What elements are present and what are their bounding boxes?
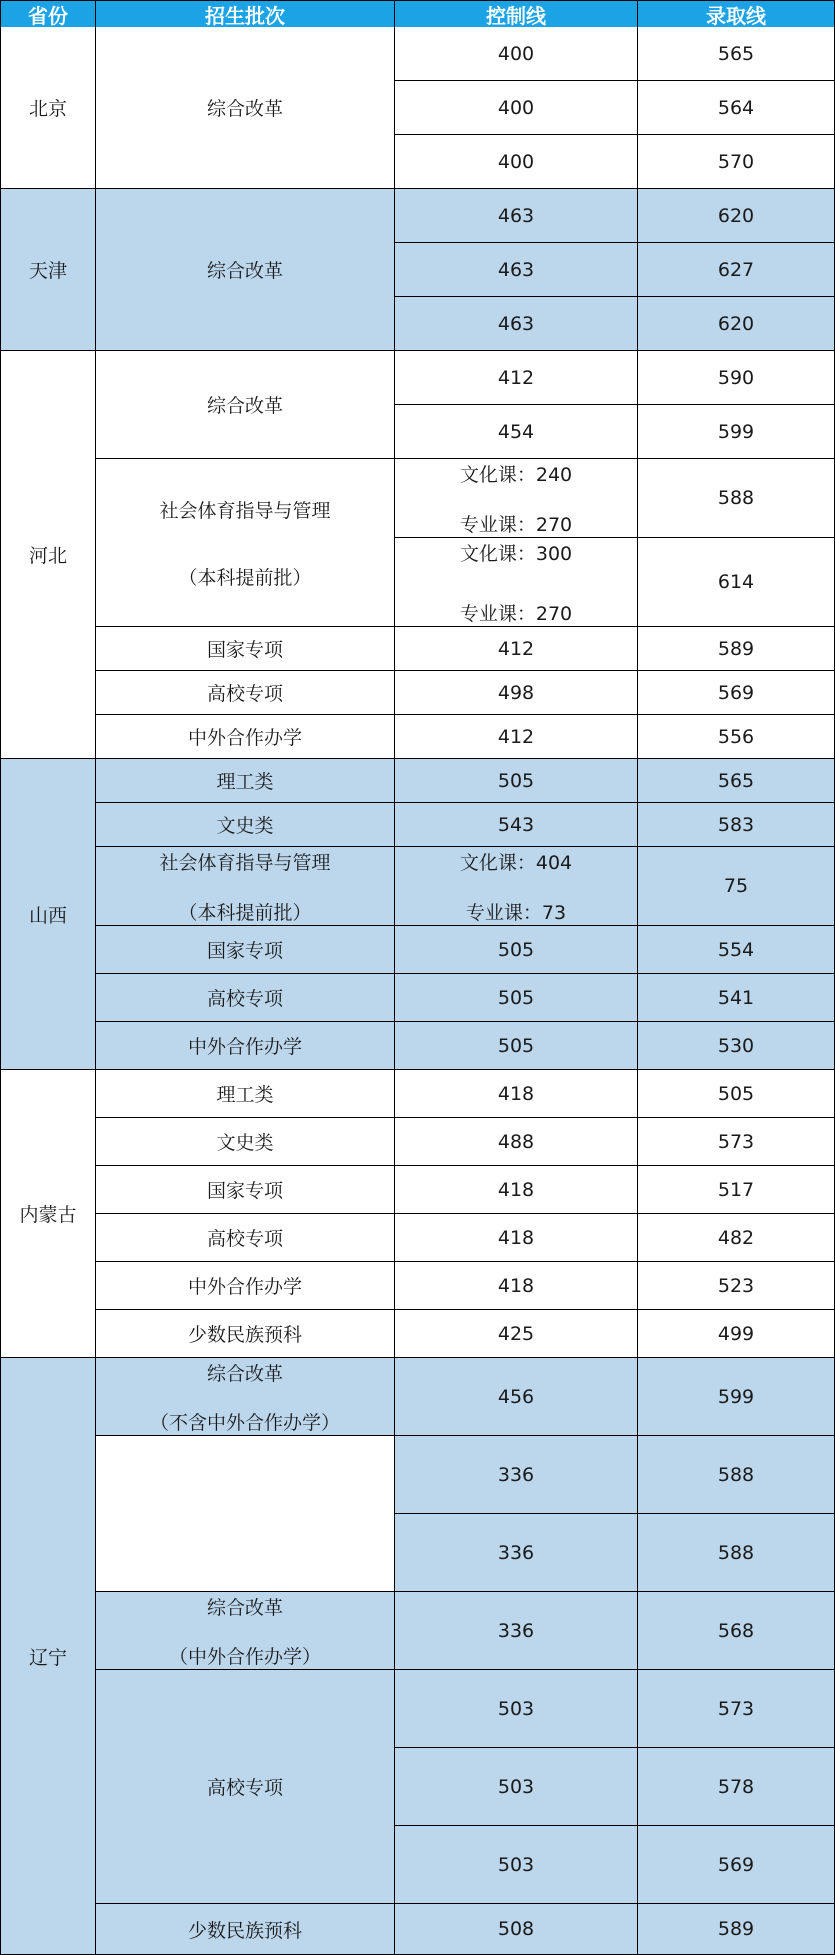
control-score-cell: 412 xyxy=(395,351,638,405)
control-score-cell: 508 xyxy=(395,1904,638,1955)
batch-cell: 国家专项 xyxy=(96,1166,395,1214)
batch-cell xyxy=(96,1358,395,1436)
admission-score-cell: 583 xyxy=(638,803,835,847)
batch-cell-line: 综合改革 xyxy=(206,1362,283,1385)
admission-score-cell: 588 xyxy=(638,459,835,538)
control-score-cell: 505 xyxy=(395,926,638,974)
control-score-cell: 454 xyxy=(395,405,638,459)
province-cell: 河北 xyxy=(0,351,96,759)
control-score-cell: 425 xyxy=(395,1310,638,1358)
province-cell: 山西 xyxy=(0,759,96,1070)
control-score-cell: 503 xyxy=(395,1670,638,1748)
admission-score-cell: 599 xyxy=(638,1358,835,1436)
admission-score-cell: 569 xyxy=(638,1826,835,1904)
batch-cell: 中外合作办学 xyxy=(96,1022,395,1070)
control-score-cell-line: 文化课：240 xyxy=(459,463,573,486)
province-cell: 北京 xyxy=(0,27,96,189)
column-header: 招生批次 xyxy=(96,0,395,28)
admission-score-cell: 620 xyxy=(638,189,835,243)
batch-cell-line: （本科提前批） xyxy=(178,901,312,924)
control-score-cell: 336 xyxy=(395,1436,638,1514)
control-score-cell: 463 xyxy=(395,297,638,351)
control-score-cell: 412 xyxy=(395,627,638,671)
admission-score-cell: 588 xyxy=(638,1514,835,1592)
control-score-cell: 505 xyxy=(395,759,638,803)
column-header: 控制线 xyxy=(395,0,638,28)
control-score-cell-line: 专业课：270 xyxy=(459,602,573,625)
admission-score-cell: 556 xyxy=(638,715,835,759)
batch-cell: 文史类 xyxy=(96,1118,395,1166)
control-score-cell: 418 xyxy=(395,1166,638,1214)
control-score-cell: 463 xyxy=(395,243,638,297)
admission-score-cell: 589 xyxy=(638,627,835,671)
admission-score-cell: 620 xyxy=(638,297,835,351)
admission-score-cell: 517 xyxy=(638,1166,835,1214)
batch-cell: 国家专项 xyxy=(96,627,395,671)
batch-cell: 国家专项 xyxy=(96,926,395,974)
admission-score-cell: 588 xyxy=(638,1436,835,1514)
control-score-cell: 400 xyxy=(395,81,638,135)
batch-cell-line: （中外合作办学） xyxy=(168,1645,321,1668)
admission-score-cell: 505 xyxy=(638,1070,835,1118)
admission-score-cell: 627 xyxy=(638,243,835,297)
admission-score-cell: 564 xyxy=(638,81,835,135)
batch-cell: 高校专项 xyxy=(96,1670,395,1904)
admission-score-cell: 578 xyxy=(638,1748,835,1826)
batch-cell xyxy=(96,1436,395,1592)
admission-score-cell: 569 xyxy=(638,671,835,715)
batch-cell: 少数民族预科 xyxy=(96,1310,395,1358)
batch-cell: 理工类 xyxy=(96,759,395,803)
admission-score-cell: 482 xyxy=(638,1214,835,1262)
control-score-cell-line: 专业课：73 xyxy=(465,901,567,924)
control-score-cell: 336 xyxy=(395,1592,638,1670)
batch-cell xyxy=(96,459,395,627)
batch-cell-line: （本科提前批） xyxy=(178,566,312,589)
control-score-cell: 456 xyxy=(395,1358,638,1436)
control-score-cell xyxy=(395,538,638,627)
admission-score-cell: 75 xyxy=(638,847,835,926)
control-score-cell: 505 xyxy=(395,1022,638,1070)
admission-score-cell: 499 xyxy=(638,1310,835,1358)
batch-cell: 综合改革 xyxy=(96,27,395,189)
control-score-cell: 418 xyxy=(395,1262,638,1310)
admission-score-cell: 590 xyxy=(638,351,835,405)
batch-cell: 中外合作办学 xyxy=(96,715,395,759)
control-score-cell: 418 xyxy=(395,1070,638,1118)
batch-cell: 综合改革 xyxy=(96,189,395,351)
control-score-cell: 400 xyxy=(395,135,638,189)
control-score-cell-line: 专业课：270 xyxy=(459,513,573,536)
batch-cell: 综合改革 xyxy=(96,351,395,459)
column-header: 录取线 xyxy=(638,0,835,28)
province-cell: 天津 xyxy=(0,189,96,351)
admission-score-cell: 573 xyxy=(638,1118,835,1166)
control-score-cell: 418 xyxy=(395,1214,638,1262)
batch-cell: 高校专项 xyxy=(96,1214,395,1262)
admission-score-cell: 589 xyxy=(638,1904,835,1955)
control-score-cell: 498 xyxy=(395,671,638,715)
admission-score-cell: 523 xyxy=(638,1262,835,1310)
batch-cell-line: （不含中外合作办学） xyxy=(149,1411,340,1434)
control-score-cell: 463 xyxy=(395,189,638,243)
batch-cell: 中外合作办学 xyxy=(96,1262,395,1310)
control-score-cell: 412 xyxy=(395,715,638,759)
batch-cell xyxy=(96,1592,395,1670)
control-score-cell: 400 xyxy=(395,27,638,81)
batch-cell-line: 综合改革 xyxy=(206,1596,283,1619)
batch-cell: 高校专项 xyxy=(96,671,395,715)
control-score-cell xyxy=(395,847,638,926)
control-score-cell: 543 xyxy=(395,803,638,847)
admission-score-cell: 565 xyxy=(638,759,835,803)
batch-cell: 高校专项 xyxy=(96,974,395,1022)
control-score-cell-line: 文化课：404 xyxy=(459,851,573,874)
control-score-cell: 505 xyxy=(395,974,638,1022)
admission-score-cell: 554 xyxy=(638,926,835,974)
column-header: 省份 xyxy=(0,0,96,28)
control-score-cell xyxy=(395,459,638,538)
admission-score-cell: 565 xyxy=(638,27,835,81)
admission-score-cell: 573 xyxy=(638,1670,835,1748)
admission-score-cell: 541 xyxy=(638,974,835,1022)
control-score-cell: 336 xyxy=(395,1514,638,1592)
control-score-cell: 488 xyxy=(395,1118,638,1166)
province-cell: 辽宁 xyxy=(0,1358,96,1955)
control-score-cell-line: 文化课：300 xyxy=(459,542,573,565)
province-cell: 内蒙古 xyxy=(0,1070,96,1358)
batch-cell: 理工类 xyxy=(96,1070,395,1118)
admission-score-cell: 530 xyxy=(638,1022,835,1070)
batch-cell-line: 社会体育指导与管理 xyxy=(159,851,331,874)
batch-cell xyxy=(96,847,395,926)
batch-cell-line: 社会体育指导与管理 xyxy=(159,499,331,522)
control-score-cell: 503 xyxy=(395,1826,638,1904)
control-score-cell: 503 xyxy=(395,1748,638,1826)
batch-cell: 文史类 xyxy=(96,803,395,847)
batch-cell: 少数民族预科 xyxy=(96,1904,395,1955)
admission-score-cell: 568 xyxy=(638,1592,835,1670)
admission-score-cell: 599 xyxy=(638,405,835,459)
admission-score-cell: 570 xyxy=(638,135,835,189)
admission-score-cell: 614 xyxy=(638,538,835,627)
